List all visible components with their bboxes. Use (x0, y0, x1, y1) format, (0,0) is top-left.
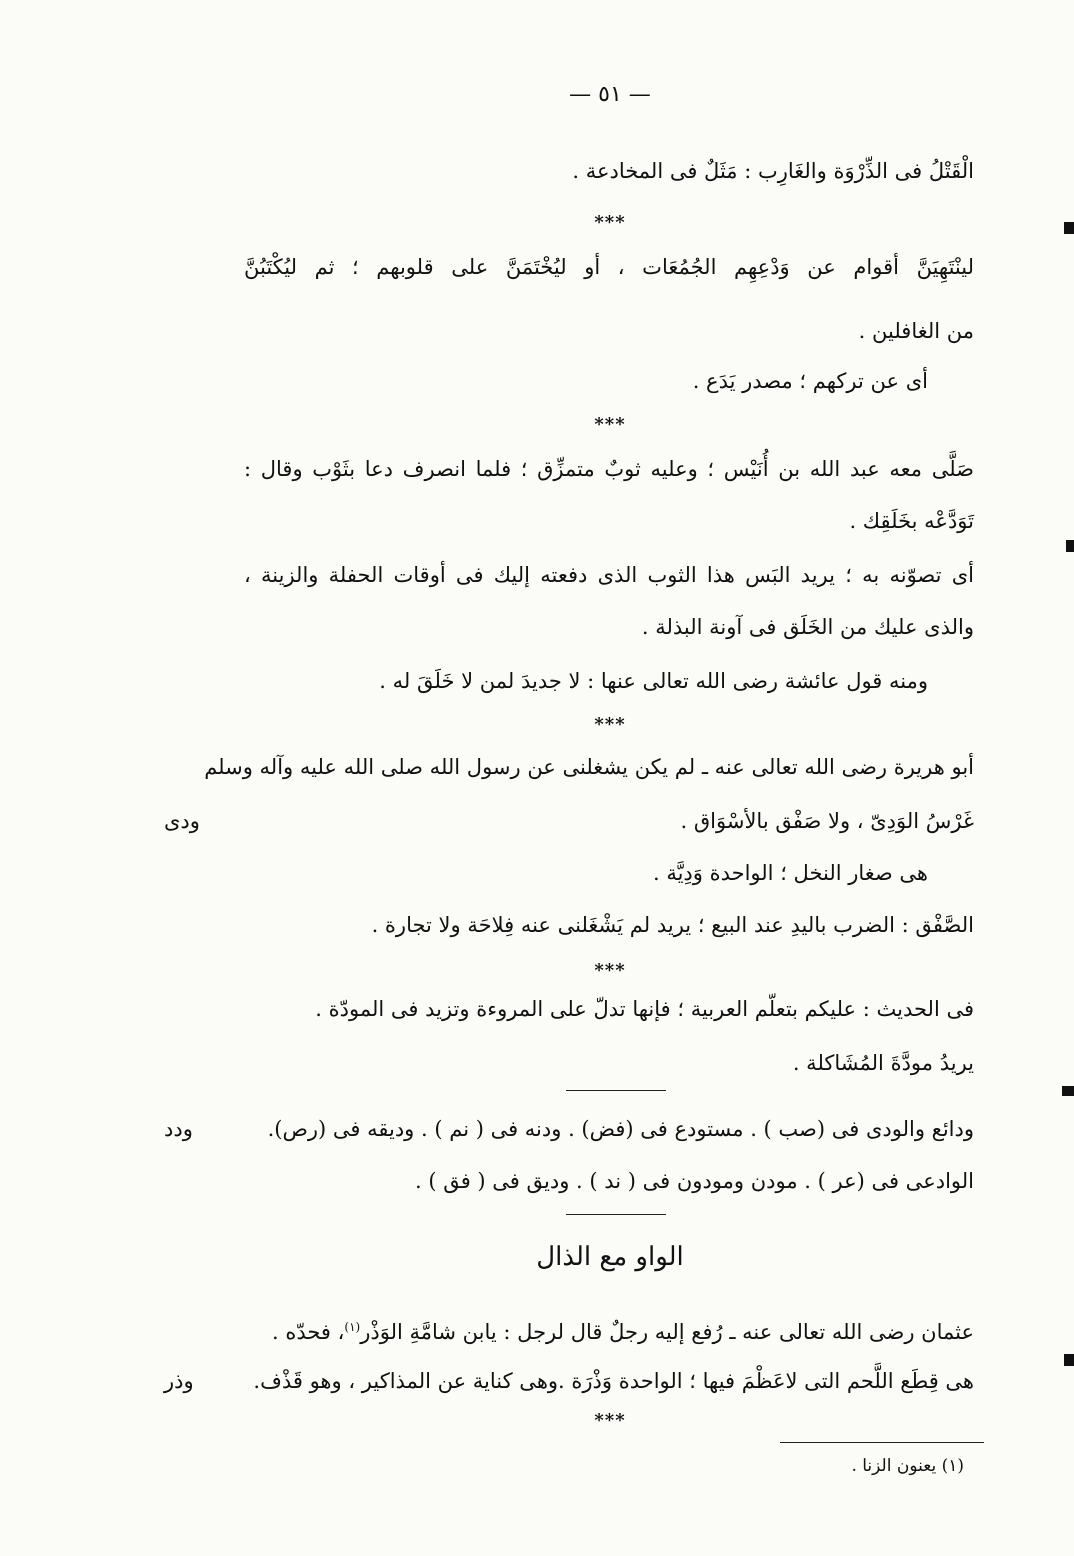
text-line-16: ودائع والودى فى (صب ) . مستودع فى (فض) . ودنه فى ( نم ) . وديقه فى (رص). (267, 1117, 974, 1141)
separator-rule (566, 1214, 666, 1215)
text-line-14: فى الحديث : عليكم بتعلّم العربية ؛ فإنها تدلّ على المروءة وتزيد فى المودّة . (315, 997, 974, 1021)
text-line-18-main: عثمان رضى الله تعالى عنه ـ رُفع إليه رجلٌ قال لرجل : يابن شامَّةِ الوَذْر (360, 1320, 974, 1344)
text-line-1: الْقَتْلُ فى الذِّرْوَة والغَارِب : مَثَلٌ فى المخادعة . (572, 159, 974, 183)
section-separator-5: *** (594, 1410, 626, 1431)
section-heading: الواو مع الذال (536, 1242, 684, 1272)
text-line-9: ومنه قول عائشة رضى الله تعالى عنها : لا جديدَ لمن لا خَلَقَ له . (379, 669, 928, 693)
text-line-12: هى صغار النخل ؛ الواحدة وَدِيَّة . (652, 861, 928, 885)
text-line-19: هى قِطَع اللَّحم التى لاعَظْمَ فيها ؛ الواحدة وَذْرَة .وهى كناية عن المذاكير ، وهو قَذْف. (253, 1369, 974, 1393)
section-separator-4: *** (594, 960, 626, 981)
page-number: — ٥١ — (569, 82, 651, 107)
text-line-17: الوادعى فى (عر ) . مودن ومودون فى ( ند ) . وديق فى ( فق ) . (414, 1169, 974, 1193)
edge-mark (1062, 1086, 1074, 1096)
text-line-3: من الغافلين . (858, 319, 974, 343)
text-line-15: يريدُ مودَّةَ المُشَاكلة . (792, 1051, 974, 1075)
text-line-7: أى تصوّنه به ؛ يريد البَس هذا الثوب الذى دفعته إليك فى أوقات الحفلة والزينة ، (244, 563, 974, 587)
text-line-18 (244, 1312, 974, 1347)
margin-root-word-2: ودد (164, 1117, 193, 1141)
margin-root-word-1: ودى (164, 809, 200, 833)
edge-mark (1066, 540, 1074, 552)
text-line-10: أبو هريرة رضى الله تعالى عنه ـ لم يكن يشغلنى عن رسول الله صلى الله عليه وآله وسلم (204, 755, 974, 779)
text-line-4: أى عن تركهم ؛ مصدر يَدَع . (692, 369, 928, 393)
section-separator-2: *** (594, 414, 626, 435)
text-line-18-end: ، فحدّه . (271, 1320, 345, 1344)
text-line-11: غَرْسُ الوَدِىّ ، ولا صَفْق بالأسْوَاق . (680, 809, 974, 833)
text-line-2: لينْتَهِيَنَّ أقوام عن وَدْعِهِم الجُمُعَات ، أو ليُخْتَمَنَّ على قلوبهم ؛ ثم ليُكْتَبُنَّ (244, 255, 974, 279)
separator-rule (566, 1090, 666, 1091)
text-line-13: الصَّفْق : الضرب باليدِ عند البيع ؛ يريد لم يَشْغَلنى عنه فِلاحَة ولا تجارة . (371, 913, 974, 937)
section-separator-3: *** (594, 714, 626, 735)
edge-mark (1064, 222, 1074, 234)
footnote: (١) يعنون الزنا . (851, 1456, 964, 1476)
text-line-6: تَوَدَّعْه بخَلَقِك . (849, 509, 974, 533)
footnote-reference: (١) (344, 1320, 361, 1334)
margin-root-word-3: وذر (164, 1369, 194, 1393)
section-separator-1: *** (594, 212, 626, 233)
footnote-rule (780, 1442, 984, 1443)
text-line-8: والذى عليك من الخَلَق فى آونة البذلة . (641, 615, 974, 639)
text-line-5: صَلَّى معه عبد الله بن أُنَيْس ؛ وعليه ثوبٌ متمزِّق ؛ فلما انصرف دعا بثَوْب وقال : (244, 457, 974, 481)
edge-mark (1064, 1354, 1074, 1366)
